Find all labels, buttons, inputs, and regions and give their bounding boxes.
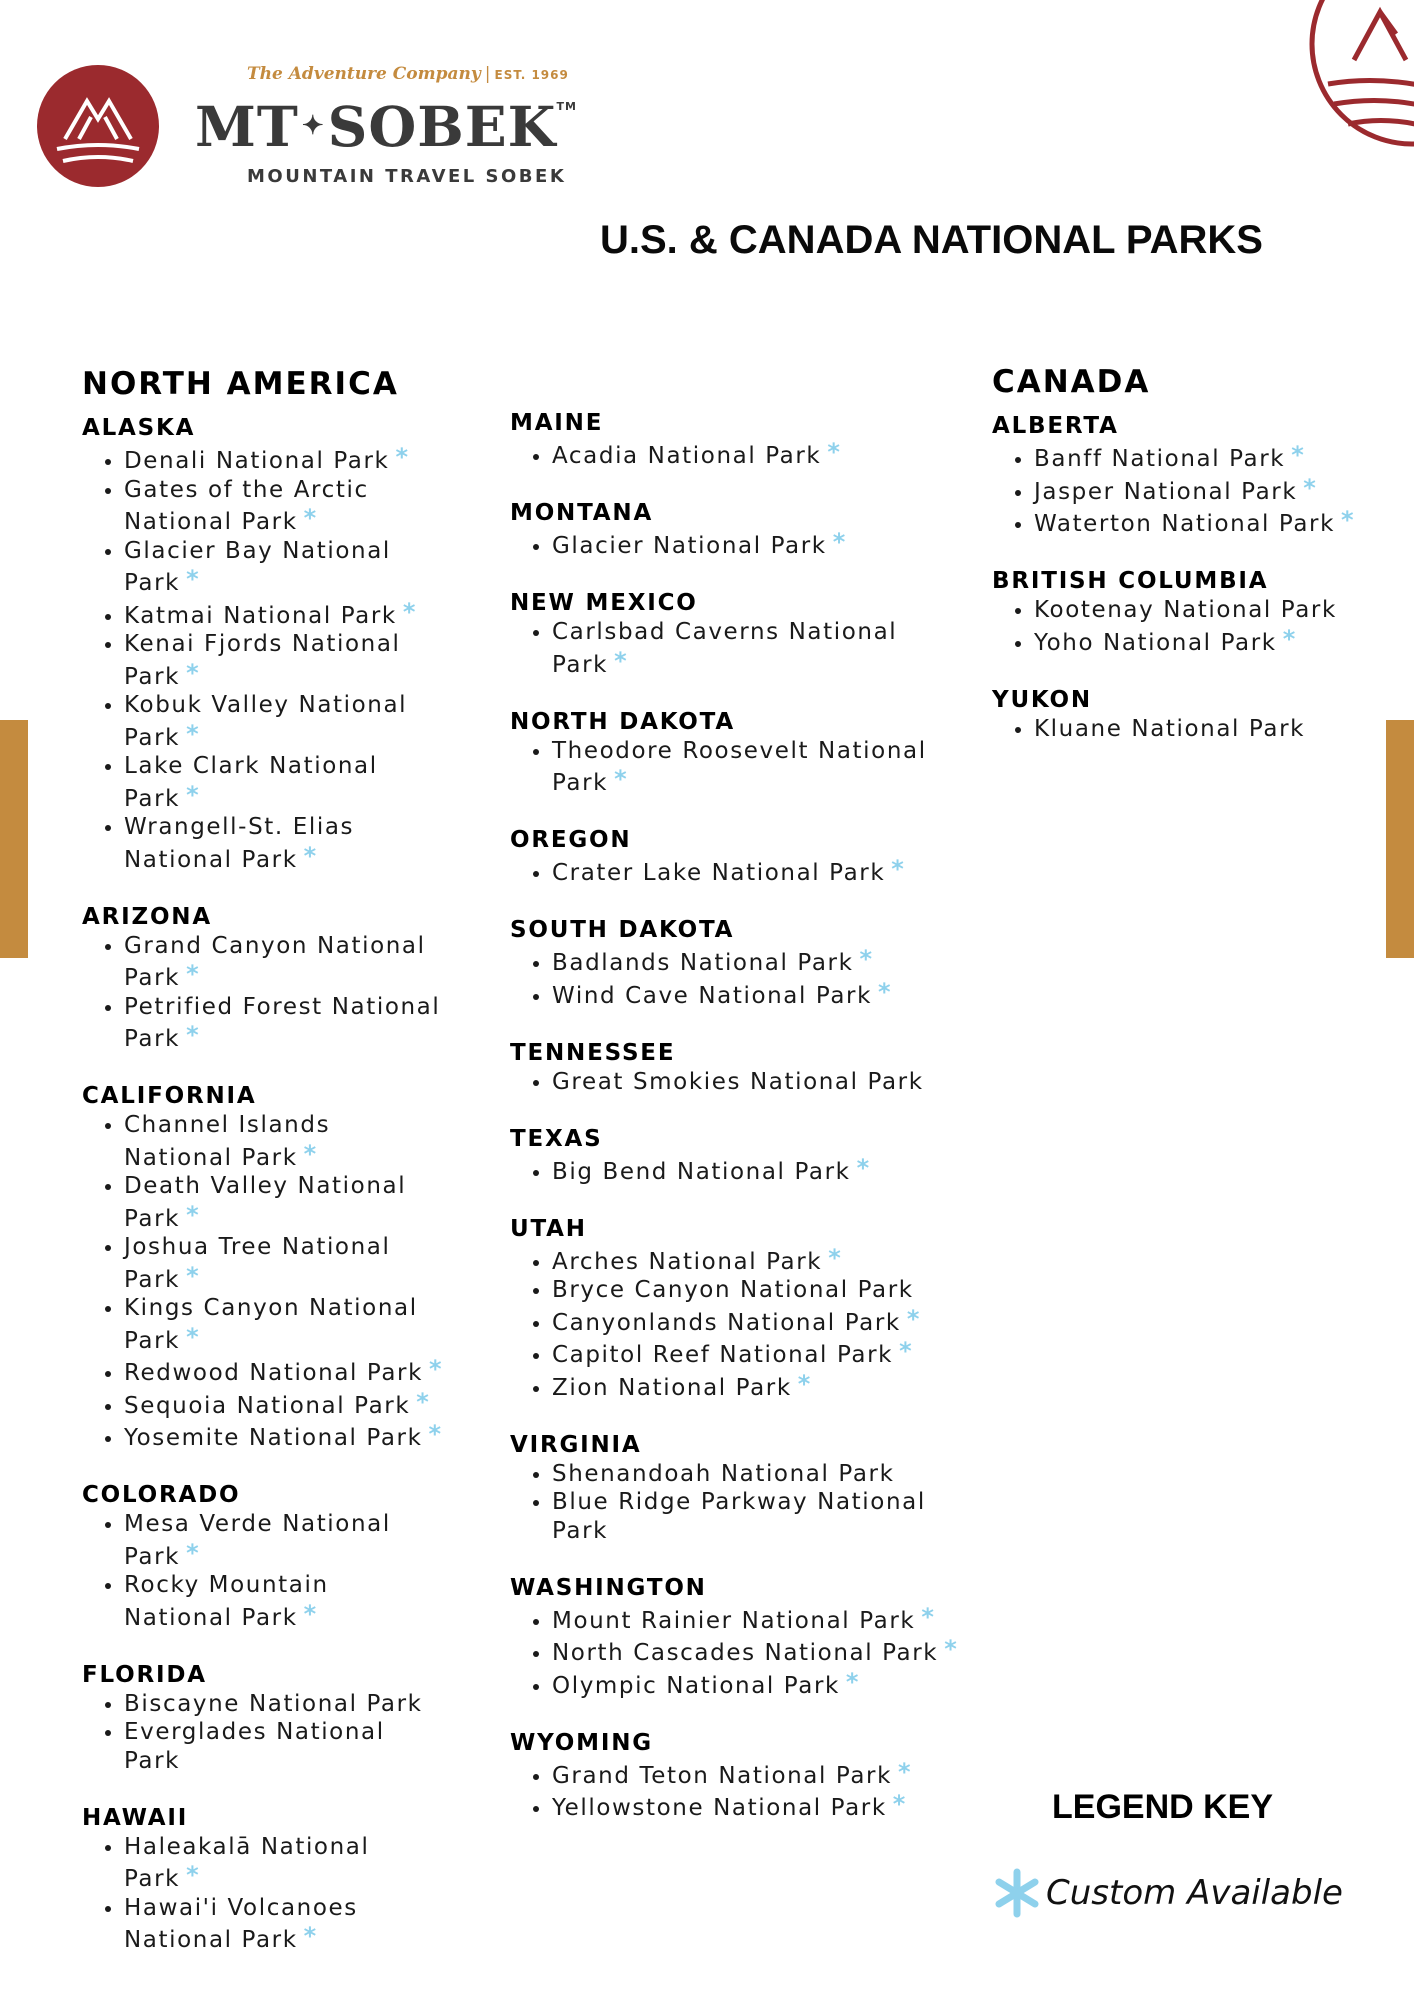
state-block: [510, 1125, 980, 1187]
park-name: Channel Islands National Park: [124, 1112, 331, 1171]
canada-heading: CANADA: [992, 364, 1151, 400]
park-list: [510, 618, 980, 679]
asterisk-icon: [992, 1868, 1042, 1918]
trademark: TM: [556, 100, 577, 113]
park-list: [510, 737, 980, 798]
park-item: [552, 618, 980, 679]
park-item: [124, 1690, 444, 1719]
custom-available-icon: *: [1341, 506, 1356, 534]
custom-available-icon: *: [878, 977, 893, 1006]
custom-available-icon: *: [186, 960, 201, 988]
state-block: [510, 499, 980, 561]
park-name: Waterton National Park: [1034, 511, 1336, 537]
custom-available-icon: *: [832, 528, 847, 556]
park-name: Zion National Park: [552, 1374, 792, 1401]
state-block: [82, 903, 482, 1054]
park-item: [552, 1460, 980, 1489]
park-name: Bryce Canyon National Park: [552, 1277, 914, 1303]
park-name: Yosemite National Park: [124, 1425, 423, 1451]
park-name: Acadia National Park: [552, 443, 822, 469]
park-list: [510, 1154, 980, 1187]
state-block: [992, 567, 1392, 657]
park-item: [124, 813, 444, 874]
park-name: Grand Teton National Park: [552, 1762, 892, 1789]
park-name: Mount Rainier National Park: [552, 1607, 916, 1634]
custom-available-icon: *: [186, 1861, 201, 1889]
park-name: Katmai National Park: [124, 602, 397, 629]
custom-available-icon: *: [859, 945, 874, 973]
custom-available-icon: *: [906, 1304, 921, 1333]
park-item: [552, 1370, 980, 1403]
custom-available-icon: *: [186, 658, 201, 687]
park-item: [124, 752, 444, 813]
custom-available-icon: *: [186, 1200, 201, 1229]
state-heading: OREGON: [510, 827, 632, 853]
park-name: Grand Canyon National Park: [124, 932, 426, 991]
park-name: Death Valley National Park: [124, 1173, 407, 1232]
custom-available-icon: *: [898, 1757, 913, 1786]
state-block: [510, 1215, 980, 1403]
park-name: Hawai'i Volcanoes National Park: [124, 1894, 358, 1953]
state-heading: FLORIDA: [82, 1661, 207, 1688]
park-name: Yoho National Park: [1034, 629, 1277, 656]
park-list: [510, 1758, 980, 1823]
custom-available-icon: *: [614, 646, 629, 675]
park-list: [82, 1510, 482, 1632]
state-block: [510, 1574, 980, 1701]
custom-available-icon: *: [797, 1369, 812, 1398]
north-america-heading: NORTH AMERICA: [82, 366, 399, 402]
park-item: [1034, 625, 1392, 658]
custom-available-icon: *: [899, 1337, 914, 1365]
park-name: Wrangell-St. Elias National Park: [124, 814, 355, 873]
park-name: Canyonlands National Park: [552, 1309, 901, 1336]
park-item: [124, 537, 444, 598]
park-name: Crater Lake National Park: [552, 860, 886, 886]
state-heading: COLORADO: [82, 1482, 241, 1508]
park-item: [124, 1111, 444, 1172]
park-name: Banff National Park: [1034, 446, 1286, 472]
custom-available-icon: *: [303, 504, 318, 532]
corner-mountain-icon: [1284, 0, 1414, 160]
custom-available-icon: *: [944, 1635, 959, 1663]
park-list: [992, 441, 1392, 539]
park-list: [510, 1603, 980, 1701]
park-name: Great Smokies National Park: [552, 1068, 924, 1095]
state-list: [510, 409, 980, 1823]
state-heading: TENNESSEE: [510, 1039, 676, 1066]
park-item: [552, 1635, 980, 1668]
state-block: [82, 1082, 482, 1453]
park-item: [1034, 506, 1392, 539]
state-block: [510, 916, 980, 1010]
custom-available-icon: *: [395, 443, 410, 471]
park-name: Everglades National Park: [124, 1719, 385, 1774]
park-item: [552, 737, 980, 798]
park-list: [992, 715, 1392, 744]
custom-available-icon: *: [303, 1139, 318, 1168]
park-item: [124, 1172, 444, 1233]
state-block: [510, 708, 980, 798]
custom-available-icon: *: [845, 1667, 861, 1696]
park-item: [552, 1154, 980, 1187]
state-block: [82, 1661, 482, 1776]
custom-available-icon: *: [921, 1602, 936, 1631]
park-name: Theodore Roosevelt National Park: [552, 737, 927, 796]
custom-available-icon: *: [891, 855, 906, 883]
custom-available-icon: *: [303, 841, 318, 870]
park-item: [552, 438, 980, 471]
park-list: [82, 1690, 482, 1776]
park-item: [552, 1276, 980, 1305]
park-name: Badlands National Park: [552, 950, 854, 976]
park-item: [1034, 474, 1392, 507]
park-item: [124, 1718, 444, 1775]
province-list: [992, 412, 1392, 743]
state-heading: UTAH: [510, 1215, 587, 1242]
custom-available-icon: *: [186, 565, 201, 593]
park-item: [552, 1488, 980, 1545]
park-item: [552, 1668, 980, 1701]
custom-available-icon: *: [429, 1355, 444, 1383]
custom-available-icon: *: [428, 1420, 443, 1448]
park-list: [510, 855, 980, 888]
park-item: [124, 1355, 444, 1388]
state-heading: TEXAS: [510, 1125, 603, 1152]
park-item: [1034, 715, 1392, 744]
custom-available-icon: *: [1282, 624, 1297, 653]
logo-mountain-icon: [35, 63, 161, 189]
park-item: [124, 476, 444, 537]
state-block: [510, 1039, 980, 1097]
state-block: [82, 414, 482, 874]
custom-available-icon: *: [186, 1538, 201, 1567]
park-name: Sequoia National Park: [124, 1392, 411, 1419]
custom-available-icon: *: [614, 765, 629, 793]
state-block: [510, 1729, 980, 1823]
state-block: [992, 686, 1392, 744]
park-item: [552, 945, 980, 978]
park-name: Jasper National Park: [1034, 478, 1298, 505]
state-heading: HAWAII: [82, 1804, 189, 1831]
park-name: Lake Clark National Park: [124, 753, 378, 812]
park-list: [510, 1244, 980, 1403]
park-name: Mesa Verde National Park: [124, 1511, 391, 1570]
state-heading: MONTANA: [510, 500, 654, 526]
state-heading: WASHINGTON: [510, 1574, 707, 1601]
state-heading: ALASKA: [82, 415, 196, 441]
park-name: Denali National Park: [124, 448, 390, 474]
custom-available-icon: *: [828, 1243, 843, 1272]
park-name: Big Bend National Park: [552, 1158, 851, 1185]
legend-label: Custom Available: [1046, 1873, 1343, 1913]
park-name: Capitol Reef National Park: [552, 1342, 894, 1368]
park-item: [552, 1790, 980, 1823]
custom-available-icon: *: [1291, 441, 1306, 469]
park-item: [124, 1294, 444, 1355]
park-name: Gates of the Arctic National Park: [124, 476, 369, 535]
state-heading: CALIFORNIA: [82, 1083, 257, 1109]
park-item: [124, 1833, 444, 1894]
wordmark-star-icon: ✦: [301, 111, 325, 141]
park-list: [510, 945, 980, 1010]
park-item: [552, 528, 980, 561]
custom-available-icon: *: [186, 780, 201, 809]
custom-available-icon: *: [416, 1387, 431, 1416]
state-block: [82, 1804, 482, 1955]
custom-available-icon: *: [186, 1261, 201, 1290]
park-name: Joshua Tree National Park: [124, 1234, 391, 1293]
custom-available-icon: *: [303, 1922, 318, 1950]
state-heading: YUKON: [992, 686, 1092, 713]
park-name: Arches National Park: [552, 1248, 823, 1275]
park-name: Kluane National Park: [1034, 715, 1306, 742]
park-item: [552, 1305, 980, 1338]
park-item: [1034, 441, 1392, 474]
custom-available-icon: *: [1303, 473, 1318, 502]
park-list: [82, 932, 482, 1054]
park-list: [82, 443, 482, 874]
park-item: [552, 855, 980, 888]
state-heading: SOUTH DAKOTA: [510, 917, 735, 943]
north-america-column-2: [510, 409, 980, 1851]
state-block: [82, 1481, 482, 1632]
park-item: [124, 691, 444, 752]
park-item: [124, 1420, 444, 1453]
park-item: [124, 598, 444, 631]
park-list: [82, 1833, 482, 1955]
canada-column: [992, 362, 1392, 772]
state-block: [510, 409, 980, 471]
park-name: Carlsbad Caverns National Park: [552, 619, 898, 678]
park-name: Redwood National Park: [124, 1360, 424, 1386]
established-year: EST. 1969: [494, 68, 569, 82]
park-name: Wind Cave National Park: [552, 982, 872, 1009]
park-name: Kenai Fjords National Park: [124, 631, 401, 690]
park-item: [552, 1758, 980, 1791]
state-block: [510, 826, 980, 888]
park-item: [124, 1233, 444, 1294]
state-list: [82, 414, 482, 1955]
legend-title: LEGEND KEY: [1052, 1788, 1274, 1826]
state-heading: MAINE: [510, 410, 604, 436]
park-name: Kings Canyon National Park: [124, 1295, 418, 1354]
custom-available-icon: *: [303, 1599, 318, 1628]
brand-name: MT ✦SOBEK™: [195, 94, 577, 159]
park-item: [552, 1244, 980, 1277]
park-item: [124, 1571, 444, 1632]
state-block: [992, 412, 1392, 539]
park-name: Blue Ridge Parkway National Park: [552, 1489, 926, 1544]
state-heading: BRITISH COLUMBIA: [992, 568, 1269, 594]
park-item: [1034, 596, 1392, 625]
park-item: [124, 1894, 444, 1955]
state-heading: NEW MEXICO: [510, 590, 698, 616]
park-item: [124, 1388, 444, 1421]
park-name: Kobuk Valley National Park: [124, 692, 408, 751]
park-name: Rocky Mountain National Park: [124, 1572, 329, 1631]
state-heading: ARIZONA: [82, 903, 212, 930]
state-block: [510, 589, 980, 679]
park-list: [992, 596, 1392, 657]
custom-available-icon: *: [402, 597, 418, 626]
park-name: Petrified Forest National Park: [124, 993, 441, 1052]
park-item: [124, 1510, 444, 1571]
park-item: [124, 932, 444, 993]
park-name: Yellowstone National Park: [552, 1795, 887, 1821]
legend-row: [992, 1868, 1343, 1918]
state-heading: VIRGINIA: [510, 1431, 642, 1458]
state-heading: WYOMING: [510, 1729, 653, 1756]
park-item: [552, 1337, 980, 1370]
park-list: [510, 438, 980, 471]
state-heading: NORTH DAKOTA: [510, 708, 735, 735]
park-name: North Cascades National Park: [552, 1640, 939, 1666]
park-name: Olympic National Park: [552, 1672, 840, 1699]
custom-available-icon: *: [186, 719, 201, 748]
park-list: [510, 1460, 980, 1546]
park-name: Biscayne National Park: [124, 1690, 423, 1717]
custom-available-icon: *: [827, 438, 842, 466]
park-item: [552, 1603, 980, 1636]
logo-tagline: The Adventure Company | EST. 1969: [247, 64, 569, 84]
park-name: Glacier National Park: [552, 533, 827, 559]
custom-available-icon: *: [856, 1153, 871, 1182]
state-heading: ALBERTA: [992, 413, 1119, 439]
park-item: [124, 443, 444, 476]
park-item: [124, 993, 444, 1054]
north-america-column-1: [82, 364, 482, 1983]
park-name: Haleakalā National Park: [124, 1833, 370, 1892]
park-list: [82, 1111, 482, 1453]
park-name: Glacier Bay National Park: [124, 537, 391, 596]
park-name: Kootenay National Park: [1034, 597, 1337, 623]
left-accent-bar: [0, 720, 28, 958]
park-item: [552, 978, 980, 1011]
brand-subline: MOUNTAIN TRAVEL SOBEK: [247, 166, 567, 187]
page-title: U.S. & CANADA NATIONAL PARKS: [600, 218, 1263, 262]
park-item: [552, 1068, 980, 1097]
park-name: Shenandoah National Park: [552, 1460, 895, 1487]
park-item: [124, 630, 444, 691]
custom-available-icon: *: [186, 1021, 201, 1049]
state-block: [510, 1431, 980, 1546]
park-list: [510, 528, 980, 561]
custom-available-icon: *: [186, 1322, 201, 1351]
park-list: [510, 1068, 980, 1097]
custom-available-icon: *: [892, 1790, 907, 1818]
